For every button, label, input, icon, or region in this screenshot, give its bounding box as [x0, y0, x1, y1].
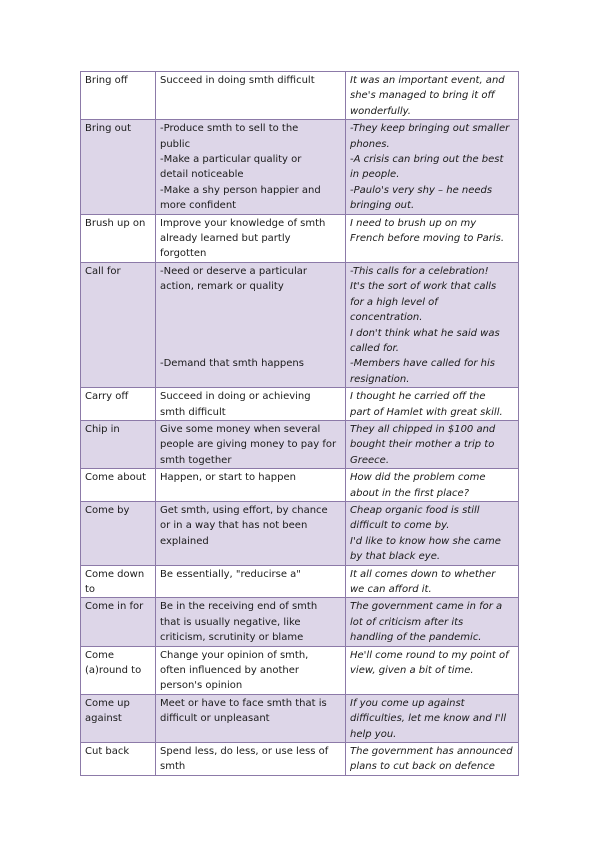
meaning-text: or in a way that has not been — [160, 520, 308, 532]
phrasal-verb-cell — [81, 214, 156, 262]
example-cell — [346, 598, 519, 646]
example-text: It's the sort of work that calls — [350, 281, 497, 293]
phrasal-verb-text: Call for — [85, 265, 121, 277]
example-text: -They keep bringing out smaller — [350, 123, 510, 135]
example-text: called for. — [350, 342, 399, 354]
meaning-cell — [156, 120, 346, 214]
meaning-text: explained — [160, 535, 209, 547]
meaning-cell — [156, 501, 346, 565]
meaning-text: Improve your knowledge of smth — [160, 217, 326, 229]
meaning-text: Be essentially, "reducirse a" — [160, 568, 301, 580]
phrasal-verb-text: to — [85, 584, 96, 595]
meaning-cell — [156, 694, 346, 742]
meaning-text: already learned but partly — [160, 233, 291, 245]
spacer — [160, 325, 341, 340]
meaning-text: criticism, scrutinity or blame — [160, 632, 304, 644]
phrasal-verb-text: Bring out — [85, 123, 131, 135]
meaning-text: Succeed in doing or achieving — [160, 391, 311, 403]
phrasal-verb-text: against — [85, 713, 122, 725]
example-text: The government has announced — [350, 746, 513, 758]
example-text: wonderfully. — [350, 105, 411, 117]
meaning-text: Change your opinion of smth, — [160, 649, 309, 661]
example-cell — [346, 420, 519, 468]
example-text: lot of criticism after its — [350, 616, 464, 628]
meaning-text: forgotten — [160, 248, 207, 260]
table-row — [81, 72, 519, 120]
meaning-cell — [156, 743, 346, 776]
meaning-cell — [156, 469, 346, 502]
table-row — [81, 388, 519, 421]
example-text: It all comes down to whether — [350, 568, 496, 580]
example-text: Cheap organic food is still — [350, 504, 480, 516]
example-cell — [346, 262, 519, 387]
table-row — [81, 743, 519, 776]
phrasal-verb-cell — [81, 646, 156, 694]
meaning-text: that is usually negative, like — [160, 616, 301, 628]
table-row — [81, 120, 519, 214]
example-text: I'd like to know how she came — [350, 535, 501, 547]
example-text: in people. — [350, 169, 400, 181]
meaning-cell — [156, 598, 346, 646]
example-cell — [346, 646, 519, 694]
example-text: about in the first place? — [350, 487, 470, 499]
phrasal-verb-cell — [81, 469, 156, 502]
example-text: I thought he carried off the — [350, 391, 486, 403]
example-cell — [346, 469, 519, 502]
phrasal-verb-cell — [81, 565, 156, 598]
example-text: part of Hamlet with great skill. — [350, 406, 503, 418]
example-text: It was an important event, and — [350, 75, 505, 86]
example-text: Greece. — [350, 454, 389, 466]
table-row — [81, 646, 519, 694]
phrasal-verb-text: (a)round to — [85, 665, 142, 677]
table-row — [81, 420, 519, 468]
spacer — [160, 295, 341, 310]
phrasal-verb-cell — [81, 501, 156, 565]
example-text: we can afford it. — [350, 584, 432, 595]
phrasal-verb-text: Come in for — [85, 601, 144, 613]
meaning-text: difficult or unpleasant — [160, 713, 270, 725]
meaning-text: -Make a shy person happier and — [160, 184, 321, 196]
meaning-cell — [156, 214, 346, 262]
example-text: phones. — [350, 138, 390, 150]
phrasal-verb-text: Come by — [85, 504, 130, 516]
meaning-text: -Demand that smth happens — [160, 358, 304, 370]
meaning-text: Be in the receiving end of smth — [160, 601, 318, 613]
example-text: -A crisis can bring out the best — [350, 154, 504, 166]
example-text: by that black eye. — [350, 551, 441, 563]
example-cell — [346, 120, 519, 214]
meaning-cell — [156, 262, 346, 387]
example-text: bought their mother a trip to — [350, 439, 495, 451]
example-cell — [346, 214, 519, 262]
phrasal-verb-text: Bring off — [85, 75, 128, 86]
meaning-text: people are giving money to pay for — [160, 439, 337, 451]
table-row — [81, 501, 519, 565]
meaning-text: Give some money when several — [160, 423, 321, 435]
meaning-cell — [156, 420, 346, 468]
meaning-cell — [156, 565, 346, 598]
example-cell — [346, 501, 519, 565]
spacer — [160, 341, 341, 356]
example-text: for a high level of — [350, 296, 438, 308]
phrasal-verb-cell — [81, 388, 156, 421]
meaning-cell — [156, 646, 346, 694]
phrasal-verb-cell — [81, 120, 156, 214]
example-text: she's managed to bring it off — [350, 90, 495, 102]
phrasal-verb-cell — [81, 743, 156, 776]
example-text: French before moving to Paris. — [350, 233, 505, 245]
example-text: bringing out. — [350, 200, 415, 212]
phrasal-verb-cell — [81, 694, 156, 742]
meaning-text: public — [160, 138, 191, 150]
example-text: How did the problem come — [350, 472, 486, 484]
meaning-text: smth — [160, 761, 186, 773]
phrasal-verb-cell — [81, 420, 156, 468]
spacer — [160, 310, 341, 325]
meaning-text: -Produce smth to sell to the — [160, 123, 299, 135]
meaning-text: smth together — [160, 454, 232, 466]
meaning-text: person's opinion — [160, 680, 243, 692]
table-row — [81, 694, 519, 742]
meaning-text: -Make a particular quality or — [160, 154, 302, 166]
example-text: If you come up against — [350, 697, 465, 709]
table-row — [81, 469, 519, 502]
meaning-cell — [156, 388, 346, 421]
example-cell — [346, 694, 519, 742]
table-row — [81, 262, 519, 387]
example-text: difficult to come by. — [350, 520, 450, 532]
meaning-text: often influenced by another — [160, 665, 300, 677]
example-text: concentration. — [350, 312, 423, 324]
meaning-text: smth difficult — [160, 406, 226, 418]
meaning-text: Spend less, do less, or use less of — [160, 746, 329, 758]
meaning-text: Happen, or start to happen — [160, 472, 296, 484]
meaning-text: detail noticeable — [160, 169, 244, 181]
phrasal-verbs-table-body — [81, 72, 519, 776]
meaning-text: Get smth, using effort, by chance — [160, 504, 328, 516]
meaning-text: more confident — [160, 200, 237, 212]
meaning-text: Meet or have to face smth that is — [160, 697, 327, 709]
phrasal-verbs-table — [80, 71, 519, 776]
meaning-text: -Need or deserve a particular — [160, 265, 307, 277]
meaning-text: action, remark or quality — [160, 281, 284, 293]
phrasal-verb-text: Come down — [85, 568, 145, 580]
phrasal-verb-cell — [81, 72, 156, 120]
example-cell — [346, 743, 519, 776]
example-text: -Paulo's very shy – he needs — [350, 184, 493, 196]
example-text: He'll come round to my point of — [350, 649, 509, 661]
example-cell — [346, 565, 519, 598]
phrasal-verb-text: Cut back — [85, 746, 130, 758]
example-text: I don't think what he said was — [350, 327, 500, 339]
phrasal-verb-text: Come up — [85, 697, 130, 709]
phrasal-verb-text: Chip in — [85, 423, 120, 435]
example-cell — [346, 72, 519, 120]
table-row — [81, 598, 519, 646]
example-text: -This calls for a celebration! — [350, 265, 489, 277]
example-text: handling of the pandemic. — [350, 632, 482, 644]
meaning-cell — [156, 72, 346, 120]
example-text: difficulties, let me know and I'll — [350, 713, 507, 725]
example-text: plans to cut back on defence — [350, 761, 495, 773]
example-cell — [346, 388, 519, 421]
table-row — [81, 565, 519, 598]
table-row — [81, 214, 519, 262]
phrasal-verb-text: Come about — [85, 472, 147, 484]
meaning-text: Succeed in doing smth difficult — [160, 75, 315, 86]
example-text: -Members have called for his — [350, 358, 495, 370]
phrasal-verb-text: Carry off — [85, 391, 129, 403]
example-text: They all chipped in $100 and — [350, 423, 496, 435]
phrasal-verb-text: Come — [85, 649, 114, 661]
example-text: The government came in for a — [350, 601, 503, 613]
example-text: resignation. — [350, 373, 410, 385]
example-text: view, given a bit of time. — [350, 665, 474, 677]
phrasal-verb-cell — [81, 598, 156, 646]
phrasal-verb-text: Brush up on — [85, 217, 146, 229]
phrasal-verb-cell — [81, 262, 156, 387]
example-text: I need to brush up on my — [350, 217, 477, 229]
example-text: help you. — [350, 728, 397, 740]
